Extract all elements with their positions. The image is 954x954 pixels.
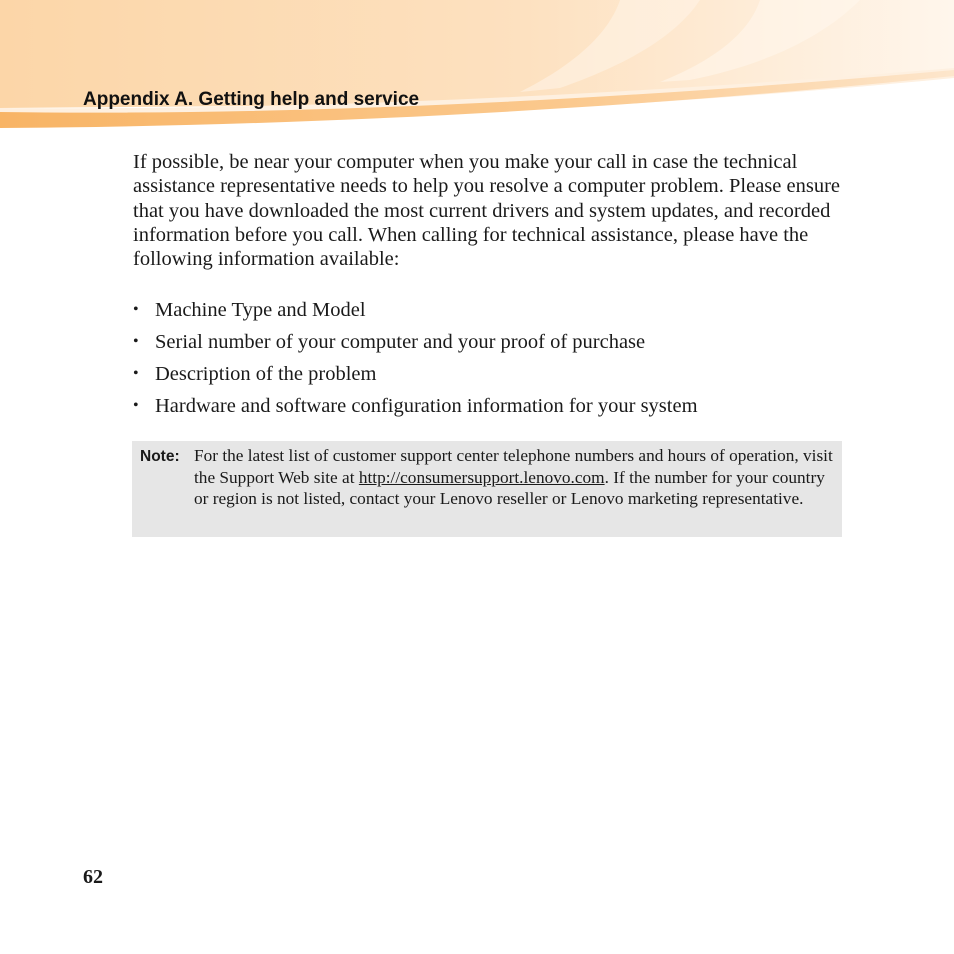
bullet-marker: • <box>133 397 139 414</box>
required-info-list <box>133 298 853 426</box>
list-item <box>133 362 853 394</box>
page-number: 62 <box>83 866 103 888</box>
list-item <box>133 394 853 426</box>
bullet-marker: • <box>133 365 139 382</box>
list-item-text: Hardware and software configuration information for your system <box>155 395 698 417</box>
bullet-marker: • <box>133 333 139 350</box>
note-label: Note: <box>140 448 180 465</box>
list-item-text: Serial number of your computer and your proof of purchase <box>155 331 646 353</box>
support-website-link[interactable]: http://consumersupport.lenovo.com <box>358 467 605 487</box>
note-text-after-link: . If the number for your country or region is not listed, contact your Lenovo reseller or Lenovo marketing representative. <box>194 467 825 508</box>
note-box <box>132 441 842 537</box>
intro-paragraph: If possible, be near your computer when you make your call in case the technical assistance representative needs to help you resolve a computer problem. Please ensure that you have downloaded the most current drivers and system updates, and recorded information before you call. When calling for technical assistance, please have the following information available: <box>133 151 840 271</box>
header-decorative-band <box>0 0 954 140</box>
note-text <box>194 445 836 510</box>
intro-section <box>133 150 845 271</box>
note-text-before-link: For the latest list of customer support center telephone numbers and hours of operation, visit the Support Web site at <box>194 446 833 487</box>
list-item <box>133 330 853 362</box>
bullet-marker: • <box>133 301 139 318</box>
list-item <box>133 298 853 330</box>
list-item-text: Machine Type and Model <box>155 299 366 321</box>
list-item-text: Description of the problem <box>155 363 377 385</box>
section-header-title: Appendix A. Getting help and service <box>83 89 420 110</box>
